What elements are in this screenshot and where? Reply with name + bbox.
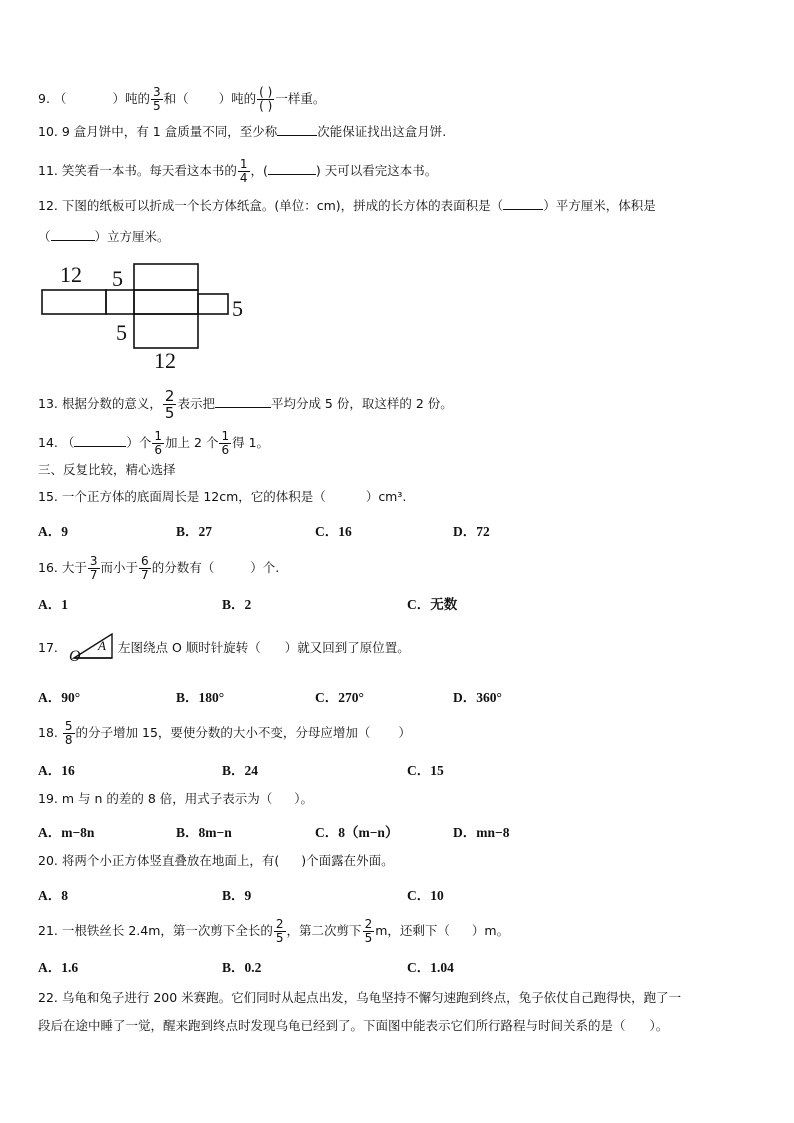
answer-blank[interactable]: [268, 174, 316, 175]
option-c[interactable]: C．无数: [407, 597, 458, 612]
question-17: [38, 638, 58, 658]
option-b[interactable]: B．0.2: [222, 960, 262, 975]
option-b[interactable]: B．24: [222, 763, 259, 778]
question-number: 18.: [38, 725, 58, 740]
question-17-text: 左图绕点 O 顺时针旋转（ ）就又回到了原位置。: [118, 640, 410, 655]
option-b[interactable]: B．9: [222, 888, 252, 903]
fraction: $\frac{2}{5}$: [275, 917, 284, 945]
question-22-line2: 段后在途中睡了一觉，醒来跑到终点时发现乌龟已经到了。下面图中能表示它们所行路程与时间关系的是（ ）。: [38, 1018, 669, 1033]
question-19: 19. m 与 n 的差的 8 倍，用式子表示为（ ）。: [38, 791, 314, 806]
fraction: $\frac{1}{4}$: [239, 157, 248, 185]
section-heading: 三、反复比较，精心选择: [38, 462, 176, 477]
answer-blank[interactable]: [503, 209, 543, 210]
option-d[interactable]: D．mn−8: [453, 825, 510, 840]
option-d[interactable]: D．360°: [453, 690, 502, 705]
answer-blank[interactable]: [215, 407, 271, 408]
question-number: 19.: [38, 791, 58, 806]
question-number: 9.: [38, 91, 50, 106]
option-c[interactable]: C．270°: [315, 690, 364, 705]
fraction: $\frac{( )}{( )}$: [259, 85, 273, 113]
option-c[interactable]: C．10: [407, 888, 444, 903]
answer-blank[interactable]: [277, 135, 317, 136]
question-number: 12.: [38, 198, 58, 213]
option-b[interactable]: B．2: [222, 597, 252, 612]
point-o-label: O: [69, 648, 81, 665]
option-a[interactable]: A．1.6: [38, 960, 79, 975]
fraction: $\frac{1}{6}$: [154, 429, 163, 457]
question-21: 21. 一根铁丝长 2.4m，第一次剪下全长的 $\frac{2}{5}$ ，第二次剪下 $\frac{2}{5}$ m，还剩下（ ）m。: [38, 917, 510, 945]
question-16: 16. 大于 $\frac{3}{7}$ 而小于 $\frac{6}{7}$ 的分数有（ ）个.: [38, 554, 280, 582]
option-a[interactable]: A．m−8n: [38, 825, 95, 840]
question-number: 21.: [38, 923, 58, 938]
option-a[interactable]: A．9: [38, 524, 68, 539]
question-18: 18. $\frac{5}{8}$ 的分子增加 15，要使分数的大小不变，分母应增加（ ）: [38, 719, 411, 747]
rotation-figure: [68, 628, 116, 666]
question-12-line2: （ ）立方厘米。: [38, 229, 170, 244]
option-a[interactable]: A．1: [38, 597, 68, 612]
question-12: 12. 下图的纸板可以折成一个长方体纸盒。(单位：cm)，拼成的长方体的表面积是（ ）平方厘米，体积是: [38, 198, 656, 213]
net-label-5-bottom: 5: [116, 320, 127, 345]
fraction: $\frac{2}{5}$: [364, 917, 373, 945]
question-number: 15.: [38, 489, 58, 504]
question-14: 14. （ ）个 $\frac{1}{6}$ 加上 2 个 $\frac{1}{6}$ 得 1。: [38, 429, 270, 457]
point-a-label: A: [98, 638, 106, 653]
question-number: 17.: [38, 640, 58, 655]
option-c[interactable]: C．1.04: [407, 960, 454, 975]
option-c[interactable]: C．15: [407, 763, 444, 778]
fraction: $\frac{6}{7}$: [141, 554, 149, 582]
option-a[interactable]: A．90°: [38, 690, 81, 705]
option-a[interactable]: A．16: [38, 763, 75, 778]
fraction: $\frac{5}{8}$: [64, 719, 73, 747]
question-15: 15. 一个正方体的底面周长是 12cm，它的体积是（ ）cm³.: [38, 489, 407, 504]
question-number: 16.: [38, 560, 58, 575]
question-22: 22. 乌龟和兔子进行 200 米赛跑。它们同时从起点出发，乌龟坚持不懈匀速跑到终点，兔子依仗自己跑得快，跑了一: [38, 990, 682, 1005]
question-13: 13. 根据分数的意义， $\frac{2}{5}$ 表示把 平均分成 5 份，取这样的 2 份。: [38, 387, 453, 422]
answer-blank[interactable]: [74, 446, 126, 447]
option-a[interactable]: A．8: [38, 888, 68, 903]
question-10: 10. 9 盒月饼中，有 1 盒质量不同，至少称 次能保证找出这盒月饼.: [38, 124, 447, 139]
net-label-5-top: 5: [112, 266, 123, 291]
question-number: 22.: [38, 990, 58, 1005]
option-b[interactable]: B．8m−n: [176, 825, 232, 840]
option-c[interactable]: C．8（m−n）: [315, 825, 399, 840]
question-20: 20. 将两个小正方体竖直叠放在地面上，有( )个面露在外面。: [38, 853, 394, 868]
fraction: $\frac{2}{5}$: [164, 387, 175, 422]
option-c[interactable]: C．16: [315, 524, 352, 539]
question-number: 11.: [38, 163, 58, 178]
option-d[interactable]: D．72: [453, 524, 490, 539]
net-label-12-top: 12: [60, 262, 82, 287]
box-net-figure: [36, 258, 266, 376]
net-label-12-bottom: 12: [154, 348, 176, 373]
option-b[interactable]: B．27: [176, 524, 213, 539]
answer-blank[interactable]: [51, 240, 95, 241]
question-number: 10.: [38, 124, 58, 139]
question-9: 9. （ ）吨的 $\frac{3}{5}$ 和（ ）吨的 $\frac{( )}{( )}$ 一样重。: [38, 85, 326, 113]
question-number: 14.: [38, 435, 58, 450]
question-number: 13.: [38, 396, 58, 411]
fraction: $\frac{3}{5}$: [152, 85, 161, 113]
question-number: 20.: [38, 853, 58, 868]
net-label-5-right: 5: [232, 296, 243, 321]
option-b[interactable]: B．180°: [176, 690, 225, 705]
fraction: $\frac{3}{7}$: [89, 554, 98, 582]
question-11: 11. 笑笑看一本书。每天看这本书的 $\frac{1}{4}$ ，( ) 天可以看完这本书。: [38, 157, 438, 185]
fraction: $\frac{1}{6}$: [221, 429, 230, 457]
